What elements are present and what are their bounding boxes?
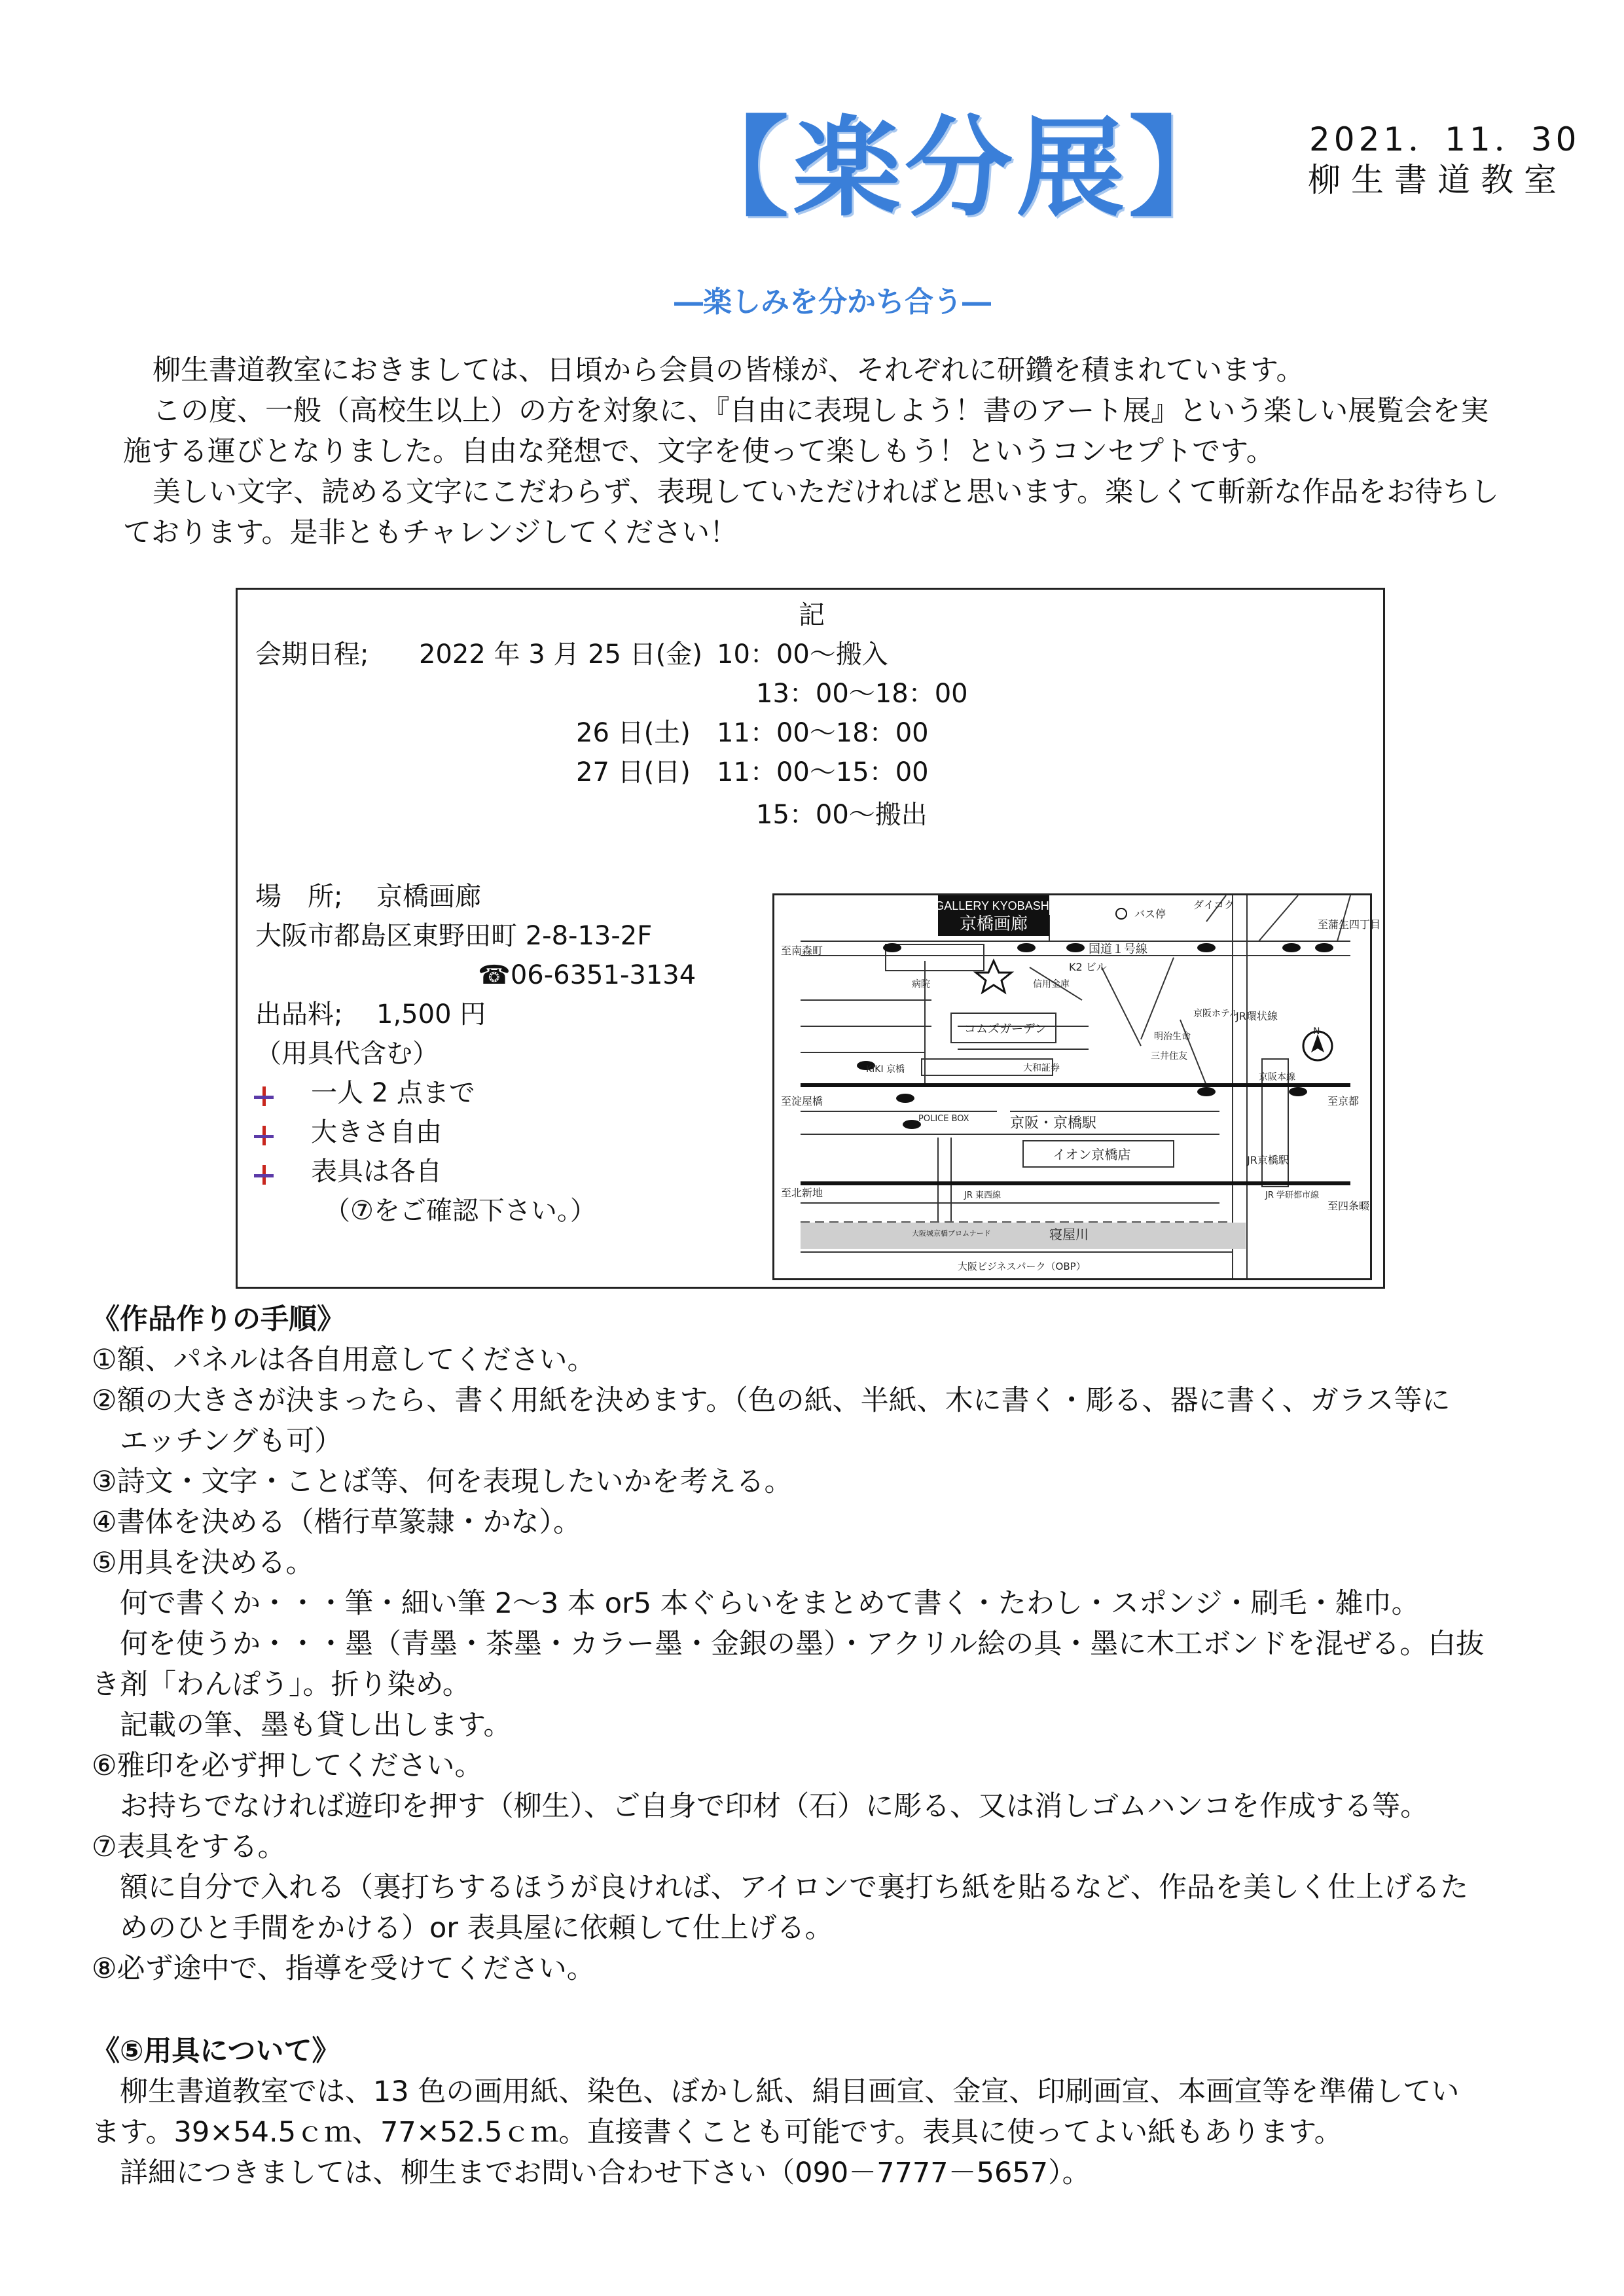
bullet-text: 大きさ自由 [311,1117,442,1147]
tools-line: 柳生書道教室では、13 色の画用紙、染色、ぼかし紙、絹目画宣、金宣、印刷画宣、本画宣等を準備してい [92,2075,1460,2108]
map-label: 大和証券 [1023,1063,1060,1073]
map-label: 至淀屋橋 [781,1095,823,1107]
step-line: ⑦表具をする。 [92,1831,286,1863]
map-label: 明治生命 [1154,1031,1191,1042]
map-label: 至北新地 [781,1187,823,1199]
map-label: GALLERY KYOBASHI [935,899,1053,912]
bullet-icon [254,1086,274,1106]
map-label: 三井住友 [1151,1051,1187,1062]
steps-heading: 《作品作りの手順》 [92,1303,345,1336]
place-name: 京橋画廊 [376,882,481,912]
map-label: イオン京橋店 [1053,1147,1131,1162]
map-label: K2 ビル [1069,961,1107,973]
step-line: ⑥雅印を必ず押してください。 [92,1749,483,1782]
step-line: 記載の筆、墨も貸し出します。 [92,1709,512,1742]
schedule-label: 会期日程; [255,639,369,670]
map-label: 至京都 [1327,1095,1360,1107]
map-label: KIKI 京橋 [866,1064,905,1075]
step-line: めのひと手間をかける）or 表具屋に依頼して仕上げる。 [92,1912,833,1945]
bullet-text: 表具は各自 [311,1157,442,1187]
school-name: 柳生書道教室 [1308,161,1567,199]
map-label: 京阪・京橋駅 [1010,1115,1097,1132]
map-label: バス停 [1134,908,1166,920]
tools-line: ます。39×54.5ｃｍ、77×52.5ｃｍ。直接書くことも可能です。表具に使ってよい紙もあります。 [92,2116,1343,2149]
place-label: 場 所; [255,882,343,912]
step-line: き剤「わんぽう」。折り染め。 [92,1668,471,1701]
fee-note: （用具代含む） [255,1039,439,1069]
map-label: 至蒲生四丁目 [1318,918,1381,931]
address: 大阪市都島区東野田町 2-8-13-2F [255,921,653,951]
map-label: 国道１号線 [1089,942,1147,956]
map-label: POLICE BOX [918,1114,969,1124]
step-line: ④書体を決める（楷行草篆隷・かな）。 [92,1506,582,1539]
bullet-icon [254,1126,274,1145]
intro-line: この度、一般（高校生以上）の方を対象に、『自由に表現しよう！書のアート展』という楽しい展覧会を実 [153,395,1489,427]
map-label: 京阪本線 [1259,1072,1295,1083]
map-label: JR 学研都市線 [1265,1191,1319,1200]
map-label: 寝屋川 [1049,1227,1089,1242]
intro-line: 柳生書道教室におきましては、日頃から会員の皆様が、それぞれに研鑽を積まれています。 [153,354,1305,387]
fee-label: 出品料; [255,999,343,1030]
map-label: JR環状線 [1236,1010,1278,1022]
document-date: 2021．11．30 [1309,120,1581,158]
map-label: 至南森町 [781,944,823,957]
step-line: 何を使うか・・・墨（青墨・茶墨・カラー墨・金銀の墨）・アクリル絵の具・墨に木工ボンドを混ぜる。白抜 [92,1628,1485,1660]
notice-heading: 記 [799,600,825,630]
page-title: 【楽分展】 [681,105,1240,231]
map-label: 京橋画廊 [959,914,1028,934]
intro-line: ております。是非ともチャレンジしてください！ [123,516,738,549]
map-label: N [1313,1026,1320,1037]
map-label: コムズガーデン [964,1022,1047,1036]
page-subtitle: ―楽しみを分かち合う― [674,285,991,319]
map-label: 信用金庫 [1033,979,1070,990]
map-label: 大阪ビジネスパーク（OBP） [958,1261,1086,1272]
step-line: 額に自分で入れる（裏打ちするほうが良ければ、アイロンで裏打ち紙を貼るなど、作品を美しく仕上げるた [92,1871,1469,1904]
step-line: ②額の大きさが決まったら、書く用紙を決めます。（色の紙、半紙、木に書く・彫る、器に書く、ガラス等に [92,1384,1451,1417]
intro-line: 美しい文字、読める文字にこだわらず、表現していただければと思います。楽しくて斬新な作品をお待ちし [153,476,1500,509]
bullet-note: （⑦をご確認下さい。） [324,1196,596,1226]
step-line: お持ちでなければ遊印を押す（柳生）、ご自身で印材（石）に彫る、又は消しゴムハンコを作成する等。 [92,1790,1429,1823]
map-label: JR京橋駅 [1247,1154,1289,1166]
map-label: ダイコク [1193,899,1235,911]
map-label: 病院 [912,979,930,990]
intro-line: 施する運びとなりました。自由な発想で、文字を使って楽しもう！というコンセプトです。 [123,435,1274,468]
intro-paragraph [123,350,1537,553]
day3-date: 27 日(日) [576,757,691,787]
map-label: 大阪城京橋プロムナード [912,1229,991,1238]
day1-time: 13：00～18：00 [756,679,968,709]
day3-time: 11：00～15：00 [717,757,929,787]
map-label: 至四条畷 [1327,1200,1370,1212]
map-label: 京阪ホテル [1193,1009,1239,1019]
step-line: ①額、パネルは各自用意してください。 [92,1344,596,1376]
day3-time: 15：00～搬出 [756,800,928,830]
step-line: 何で書くか・・・筆・細い筆 2～3 本 or5 本ぐらいをまとめて書く・たわし・スポンジ・刷毛・雑巾。 [92,1587,1420,1620]
bullet-text: 一人 2 点まで [311,1078,475,1108]
fee-value: 1,500 円 [376,999,486,1030]
step-line: ③詩文・文字・ことば等、何を表現したいかを考える。 [92,1465,793,1498]
step-line: ⑧必ず途中で、指導を受けてください。 [92,1952,595,1985]
day1-date: 2022 年 3 月 25 日(金) [419,639,702,670]
tools-line: 詳細につきましては、柳生までお問い合わせ下さい（090－7777－5657）。 [92,2157,1091,2189]
tools-heading: 《⑤用具について》 [92,2035,340,2068]
day2-time: 11：00～18：00 [717,718,929,748]
bullet-icon [254,1165,274,1185]
step-line: エッチングも可） [92,1425,343,1458]
day1-time: 10：00～搬入 [717,639,888,670]
step-line: ⑤用具を決める。 [92,1547,314,1579]
map-label: JR 東西線 [964,1191,1001,1200]
phone: ☎06-6351-3134 [478,960,696,990]
day2-date: 26 日(土) [576,718,691,748]
access-map [772,893,1381,1280]
